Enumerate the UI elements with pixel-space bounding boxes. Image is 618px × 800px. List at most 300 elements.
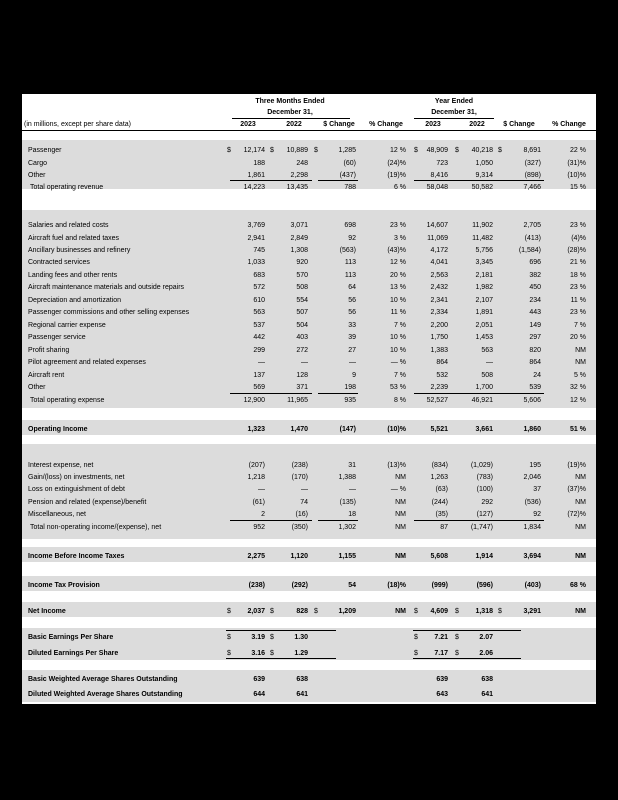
row-label: Pilot agreement and related expenses — [28, 359, 146, 366]
cell-q-dollar-change: 9 — [352, 372, 356, 379]
cell-q-pct-change: NM — [395, 474, 406, 481]
cell-y-dollar-change: 820 — [529, 347, 541, 354]
total-rule — [230, 520, 312, 521]
cell-q2022: 3,071 — [290, 222, 308, 229]
year-ended-date: December 31, — [431, 109, 477, 116]
header-rule-yr — [414, 118, 494, 119]
cell-y2023: 2,432 — [430, 284, 448, 291]
cell-y-dollar-change: 2,046 — [523, 474, 541, 481]
cell-y2023: 532 — [436, 372, 448, 379]
cell-y-pct-change: 5 % — [573, 372, 586, 379]
cell-y2023: (999) — [431, 582, 448, 589]
cell-q-pct-change: 3 % — [393, 235, 406, 242]
row-label: Net Income — [28, 608, 66, 615]
cell-y2022: (100) — [476, 486, 493, 493]
total-rule — [414, 393, 544, 394]
cell-q2022: 371 — [296, 384, 308, 391]
cell-y2022: (1,747) — [470, 524, 493, 531]
cell-y2022: (783) — [476, 474, 493, 481]
cell-y-dollar-change: 382 — [529, 272, 541, 279]
cell-y-dollar-change: (898) — [524, 172, 541, 179]
cell-y2022: — — [486, 359, 493, 366]
cell-q-pct-change: (19)% — [387, 172, 406, 179]
cell-q2023: 1,033 — [247, 259, 265, 266]
header-rule-3m — [232, 118, 350, 119]
col-header-q-pchange: % Change — [369, 121, 403, 128]
cell-y-dollar-change: 149 — [529, 322, 541, 329]
cell-q-pct-change: NM — [395, 608, 406, 615]
cell-y2023: 1,750 — [430, 334, 448, 341]
cell-y2023: 2,334 — [430, 309, 448, 316]
cell-q2022: 74 — [300, 499, 308, 506]
cell-y-dollar-change: 450 — [529, 284, 541, 291]
cell-y2023: (63) — [435, 486, 448, 493]
cell-q2022: 13,435 — [286, 184, 308, 191]
cell-q2023: 2,037 — [247, 608, 265, 615]
cell-q2022: 10,889 — [286, 147, 308, 154]
cell-q2022: 1,120 — [290, 553, 308, 560]
cell-y-dollar-change: 3,694 — [523, 553, 541, 560]
dollar-sign: $ — [455, 147, 459, 154]
cell-y-dollar-change: 696 — [529, 259, 541, 266]
col-header-q2023: 2023 — [240, 121, 256, 128]
cell-q-dollar-change: 113 — [344, 259, 356, 266]
cell-y2022: 1,914 — [475, 553, 493, 560]
row-label: Profit sharing — [28, 347, 70, 354]
cell-y2023: 7.21 — [434, 634, 448, 641]
cell-q-dollar-change: 788 — [344, 184, 356, 191]
row-label: Passenger commissions and other selling expenses — [28, 309, 190, 316]
cell-q-dollar-change: 1,155 — [338, 553, 356, 560]
dollar-sign: $ — [414, 650, 418, 657]
cell-y2022: 11,482 — [472, 235, 493, 242]
cell-q2023: 644 — [253, 691, 265, 698]
cell-q2022: 554 — [296, 297, 308, 304]
cell-y2023: 1,263 — [430, 474, 448, 481]
cell-y-pct-change: (19)% — [567, 462, 586, 469]
units-note: (in millions, except per share data) — [24, 121, 131, 128]
dollar-sign: $ — [227, 650, 231, 657]
cell-q2023: 2,275 — [247, 553, 265, 560]
cell-y-pct-change: NM — [575, 474, 586, 481]
total-rule — [414, 180, 544, 181]
cell-q-dollar-change: 1,302 — [338, 524, 356, 531]
cell-q2022: 272 — [296, 347, 308, 354]
cell-y-pct-change: 7 % — [573, 322, 586, 329]
cell-y-pct-change: (31)% — [567, 160, 586, 167]
cell-y2023: 639 — [436, 676, 448, 683]
cell-q2023: 299 — [253, 347, 265, 354]
cell-y-dollar-change: 5,606 — [523, 397, 541, 404]
cell-q2022: (238) — [291, 462, 308, 469]
row-label: Diluted Weighted Average Shares Outstanding — [28, 691, 183, 698]
cell-q-dollar-change: 31 — [348, 462, 356, 469]
eps-box-rule — [413, 658, 521, 659]
row-label: Pension and related (expense)/benefit — [28, 499, 147, 506]
dollar-sign: $ — [455, 650, 459, 657]
cell-q2023: 137 — [253, 372, 265, 379]
cell-q2023: — — [258, 359, 265, 366]
cell-y-pct-change: (10)% — [567, 172, 586, 179]
cell-q-pct-change: 12 % — [390, 147, 406, 154]
cell-q-dollar-change: 18 — [348, 511, 356, 518]
cell-y-pct-change: 18 % — [570, 272, 586, 279]
cell-q-dollar-change: 935 — [344, 397, 356, 404]
cell-q-dollar-change: 33 — [348, 322, 356, 329]
cell-y2023: 4,609 — [430, 608, 448, 615]
row-label: Income Tax Provision — [28, 582, 100, 589]
cell-y2023: 643 — [436, 691, 448, 698]
cell-y-pct-change: 23 % — [570, 309, 586, 316]
cell-q-pct-change: NM — [395, 524, 406, 531]
cell-y2023: 52,527 — [426, 397, 448, 404]
cell-y-pct-change: 15 % — [570, 184, 586, 191]
row-label: Operating Income — [28, 426, 88, 433]
cell-y-dollar-change: (1,584) — [518, 247, 541, 254]
cell-y2022: 9,314 — [475, 172, 493, 179]
cell-q-dollar-change: (60) — [343, 160, 356, 167]
cell-q-dollar-change: — — [349, 486, 356, 493]
cell-y-pct-change: (4)% — [571, 235, 586, 242]
cell-q-pct-change: 10 % — [390, 334, 406, 341]
cell-y2022: 1,318 — [475, 608, 493, 615]
row-label: Total operating expense — [30, 397, 105, 404]
dollar-sign: $ — [414, 147, 418, 154]
row-label: Cargo — [28, 160, 48, 167]
cell-q2022: 504 — [296, 322, 308, 329]
cell-q-dollar-change: 56 — [348, 309, 356, 316]
cell-y2022: 5,756 — [475, 247, 493, 254]
cell-y2022: 1,050 — [475, 160, 493, 167]
row-label: Aircraft maintenance materials and outside repairs — [28, 284, 185, 291]
cell-y2023: 11,069 — [427, 235, 448, 242]
row-label: Regional carrier expense — [28, 322, 106, 329]
cell-y-dollar-change: (327) — [524, 160, 541, 167]
cell-q2022: 638 — [296, 676, 308, 683]
cell-y2023: 87 — [440, 524, 448, 531]
cell-q2023: (61) — [252, 499, 265, 506]
cell-y2023: 4,172 — [430, 247, 448, 254]
total-rule — [230, 393, 312, 394]
cell-q-dollar-change: (563) — [339, 247, 356, 254]
row-label: Aircraft rent — [28, 372, 65, 379]
cell-q2022: 403 — [296, 334, 308, 341]
dollar-sign: $ — [270, 634, 274, 641]
cell-y-dollar-change: 24 — [533, 372, 541, 379]
dollar-sign: $ — [227, 634, 231, 641]
cell-q-pct-change: (18)% — [387, 582, 406, 589]
cell-y2023: 2,200 — [430, 322, 448, 329]
row-label: Depreciation and amortization — [28, 297, 121, 304]
cell-q2022: 920 — [296, 259, 308, 266]
cell-q-pct-change: (10)% — [387, 426, 406, 433]
cell-q-pct-change: — % — [390, 486, 406, 493]
cell-q2022: 248 — [296, 160, 308, 167]
total-rule — [414, 520, 544, 521]
total-rule — [318, 520, 358, 521]
cell-y-pct-change: NM — [575, 553, 586, 560]
row-label: Ancillary businesses and refinery — [28, 247, 131, 254]
row-label: Gain/(loss) on investments, net — [28, 474, 125, 481]
cell-y2023: 5,608 — [430, 553, 448, 560]
cell-y-pct-change: 20 % — [570, 334, 586, 341]
cell-q-pct-change: (43)% — [387, 247, 406, 254]
cell-q-pct-change: 20 % — [390, 272, 406, 279]
cell-q-dollar-change: 56 — [348, 297, 356, 304]
total-rule — [318, 393, 358, 394]
cell-y2022: 2.07 — [479, 634, 493, 641]
cell-q2023: 1,218 — [247, 474, 265, 481]
cell-y-pct-change: 51 % — [570, 426, 586, 433]
cell-q-dollar-change: 27 — [348, 347, 356, 354]
cell-y-pct-change: 23 % — [570, 284, 586, 291]
cell-q2022: (16) — [295, 511, 308, 518]
cell-q2023: 1,861 — [247, 172, 265, 179]
row-label: Passenger — [28, 147, 62, 154]
cell-y-pct-change: 22 % — [570, 147, 586, 154]
dollar-sign: $ — [227, 608, 231, 615]
cell-q-dollar-change: 1,388 — [338, 474, 356, 481]
row-label: Passenger service — [28, 334, 86, 341]
cell-q-dollar-change: 1,285 — [338, 147, 356, 154]
row-label: Aircraft fuel and related taxes — [28, 235, 120, 242]
cell-y-pct-change: NM — [575, 347, 586, 354]
dollar-sign: $ — [270, 650, 274, 657]
cell-y2022: 563 — [481, 347, 493, 354]
eps-box-rule — [226, 630, 336, 631]
cell-q-pct-change: 10 % — [390, 297, 406, 304]
dollar-sign: $ — [414, 608, 418, 615]
cell-y-pct-change: (72)% — [567, 511, 586, 518]
cell-q2023: 745 — [253, 247, 265, 254]
cell-q-pct-change: 8 % — [393, 397, 406, 404]
cell-y2023: 864 — [436, 359, 448, 366]
cell-y2022: 2,107 — [475, 297, 493, 304]
cell-q2022: — — [301, 359, 308, 366]
cell-q2023: 2 — [261, 511, 265, 518]
cell-y-dollar-change: 195 — [529, 462, 541, 469]
cell-y-dollar-change: 234 — [529, 297, 541, 304]
cell-y2023: (244) — [431, 499, 448, 506]
cell-y2022: 40,218 — [471, 147, 493, 154]
cell-q2022: (292) — [291, 582, 308, 589]
dollar-sign: $ — [455, 608, 459, 615]
cell-y-dollar-change: 8,691 — [523, 147, 541, 154]
cell-q2023: 12,174 — [243, 147, 265, 154]
cell-y2023: 14,607 — [426, 222, 448, 229]
cell-y-dollar-change: 37 — [533, 486, 541, 493]
cell-y2022: (596) — [476, 582, 493, 589]
cell-q2023: 14,223 — [243, 184, 265, 191]
cell-y2023: 5,521 — [430, 426, 448, 433]
header-bottom-rule — [22, 130, 596, 131]
three-months-header: Three Months Ended — [255, 98, 325, 105]
cell-q-pct-change: 11 % — [390, 309, 406, 316]
cell-q2023: (207) — [248, 462, 265, 469]
cell-y2022: 508 — [481, 372, 493, 379]
eps-box-rule — [413, 630, 521, 631]
eps-box-rule — [226, 658, 336, 659]
dollar-sign: $ — [227, 147, 231, 154]
cell-q-dollar-change: (437) — [339, 172, 356, 179]
cell-q2022: 128 — [296, 372, 308, 379]
cell-q2022: 2,849 — [290, 235, 308, 242]
cell-q2022: 11,965 — [287, 397, 308, 404]
cell-q-pct-change: — % — [390, 359, 406, 366]
cell-q-dollar-change: 39 — [348, 334, 356, 341]
cell-y-pct-change: NM — [575, 608, 586, 615]
cell-q2023: 572 — [253, 284, 265, 291]
cell-q2023: 442 — [253, 334, 265, 341]
cell-y-dollar-change: 864 — [529, 359, 541, 366]
cell-q2023: 537 — [253, 322, 265, 329]
cell-q-dollar-change: 113 — [344, 272, 356, 279]
cell-q-pct-change: 13 % — [390, 284, 406, 291]
row-label: Total operating revenue — [30, 184, 104, 191]
row-label: Miscellaneous, net — [28, 511, 86, 518]
cell-q-pct-change: 12 % — [390, 259, 406, 266]
row-label: Total non-operating income/(expense), net — [30, 524, 162, 531]
cell-y2023: 58,048 — [426, 184, 448, 191]
cell-q2022: 1,470 — [290, 426, 308, 433]
cell-y2022: 292 — [481, 499, 493, 506]
cell-q2023: 188 — [253, 160, 265, 167]
income-statement-page — [22, 94, 596, 704]
cell-q-dollar-change: 698 — [344, 222, 356, 229]
cell-q2023: 3.16 — [251, 650, 265, 657]
cell-y-dollar-change: 92 — [533, 511, 541, 518]
cell-y2023: 8,416 — [430, 172, 448, 179]
cell-y2022: 1,700 — [475, 384, 493, 391]
cell-y-pct-change: NM — [575, 359, 586, 366]
cell-y-pct-change: 23 % — [570, 222, 586, 229]
cell-y2022: 3,661 — [475, 426, 493, 433]
cell-y2022: (127) — [476, 511, 493, 518]
cell-y-dollar-change: 7,466 — [523, 184, 541, 191]
dollar-sign: $ — [498, 608, 502, 615]
cell-q-pct-change: NM — [395, 553, 406, 560]
cell-y-dollar-change: 443 — [529, 309, 541, 316]
cell-y-pct-change: 21 % — [570, 259, 586, 266]
cell-y-dollar-change: (403) — [524, 582, 541, 589]
row-label: Other — [28, 384, 46, 391]
cell-q-dollar-change: — — [349, 359, 356, 366]
cell-q2023: 1,323 — [247, 426, 265, 433]
cell-y-dollar-change: 297 — [529, 334, 541, 341]
cell-q2023: 2,941 — [247, 235, 265, 242]
cell-q2023: 639 — [253, 676, 265, 683]
cell-y-dollar-change: 539 — [529, 384, 541, 391]
col-header-y2022: 2022 — [469, 121, 485, 128]
cell-q-pct-change: 6 % — [393, 184, 406, 191]
cell-y2023: 723 — [436, 160, 448, 167]
cell-y-dollar-change: 1,834 — [523, 524, 541, 531]
cell-q-dollar-change: 64 — [348, 284, 356, 291]
cell-q2022: 1.30 — [294, 634, 308, 641]
col-header-q-dchange: $ Change — [323, 121, 355, 128]
three-months-date: December 31, — [267, 109, 313, 116]
col-header-y-dchange: $ Change — [503, 121, 535, 128]
cell-y2023: 2,341 — [430, 297, 448, 304]
row-label: Landing fees and other rents — [28, 272, 118, 279]
cell-q2022: 508 — [296, 284, 308, 291]
dollar-sign: $ — [314, 147, 318, 154]
row-label: Salaries and related costs — [28, 222, 109, 229]
col-header-y2023: 2023 — [425, 121, 441, 128]
cell-y2022: 50,582 — [471, 184, 493, 191]
cell-y-dollar-change: (413) — [524, 235, 541, 242]
dollar-sign: $ — [270, 147, 274, 154]
cell-q2023: 12,900 — [243, 397, 265, 404]
cell-y-pct-change: (28)% — [567, 247, 586, 254]
cell-q2022: 1,308 — [290, 247, 308, 254]
cell-y-pct-change: NM — [575, 524, 586, 531]
cell-q-pct-change: NM — [395, 499, 406, 506]
cell-y-pct-change: (37)% — [567, 486, 586, 493]
cell-q2022: 1.29 — [294, 650, 308, 657]
cell-y2023: 2,239 — [430, 384, 448, 391]
cell-y2022: 2,051 — [475, 322, 493, 329]
cell-y-pct-change: 12 % — [570, 397, 586, 404]
cell-q2023: 3.19 — [251, 634, 265, 641]
cell-y2023: 48,909 — [426, 147, 448, 154]
cell-q-pct-change: (24)% — [387, 160, 406, 167]
cell-y2022: 1,982 — [475, 284, 493, 291]
cell-y2022: 2.06 — [479, 650, 493, 657]
cell-q-pct-change: 7 % — [393, 322, 406, 329]
cell-y-pct-change: NM — [575, 499, 586, 506]
cell-y-pct-change: 32 % — [570, 384, 586, 391]
row-label: Loss on extinguishment of debt — [28, 486, 125, 493]
dollar-sign: $ — [314, 608, 318, 615]
cell-q-pct-change: 23 % — [390, 222, 406, 229]
dollar-sign: $ — [455, 634, 459, 641]
row-label: Interest expense, net — [28, 462, 94, 469]
cell-q2023: 569 — [253, 384, 265, 391]
cell-q2022: (170) — [291, 474, 308, 481]
cell-q-dollar-change: 1,209 — [338, 608, 356, 615]
cell-q2022: 507 — [296, 309, 308, 316]
cell-y2022: 1,891 — [475, 309, 493, 316]
cell-y2023: (834) — [431, 462, 448, 469]
cell-y2022: 2,181 — [475, 272, 493, 279]
cell-y2022: 46,921 — [471, 397, 493, 404]
row-label: Contracted services — [28, 259, 90, 266]
dollar-sign: $ — [414, 634, 418, 641]
cell-q-dollar-change: 92 — [348, 235, 356, 242]
cell-q-dollar-change: 54 — [348, 582, 356, 589]
dollar-sign: $ — [270, 608, 274, 615]
cell-y-dollar-change: 3,291 — [523, 608, 541, 615]
row-label: Other — [28, 172, 46, 179]
cell-q2023: — — [258, 486, 265, 493]
cell-q2022: — — [301, 486, 308, 493]
cell-q2022: 828 — [296, 608, 308, 615]
row-label: Basic Earnings Per Share — [28, 634, 114, 641]
cell-y-dollar-change: 1,860 — [523, 426, 541, 433]
cell-q-pct-change: 53 % — [390, 384, 406, 391]
cell-y2023: 1,383 — [430, 347, 448, 354]
cell-q-pct-change: NM — [395, 511, 406, 518]
cell-q2023: 563 — [253, 309, 265, 316]
cell-q2022: 570 — [296, 272, 308, 279]
cell-y-pct-change: 11 % — [570, 297, 586, 304]
total-rule — [230, 180, 312, 181]
total-rule — [318, 180, 358, 181]
cell-y2023: 7.17 — [434, 650, 448, 657]
cell-y2022: (1,029) — [470, 462, 493, 469]
cell-q-pct-change: 10 % — [390, 347, 406, 354]
